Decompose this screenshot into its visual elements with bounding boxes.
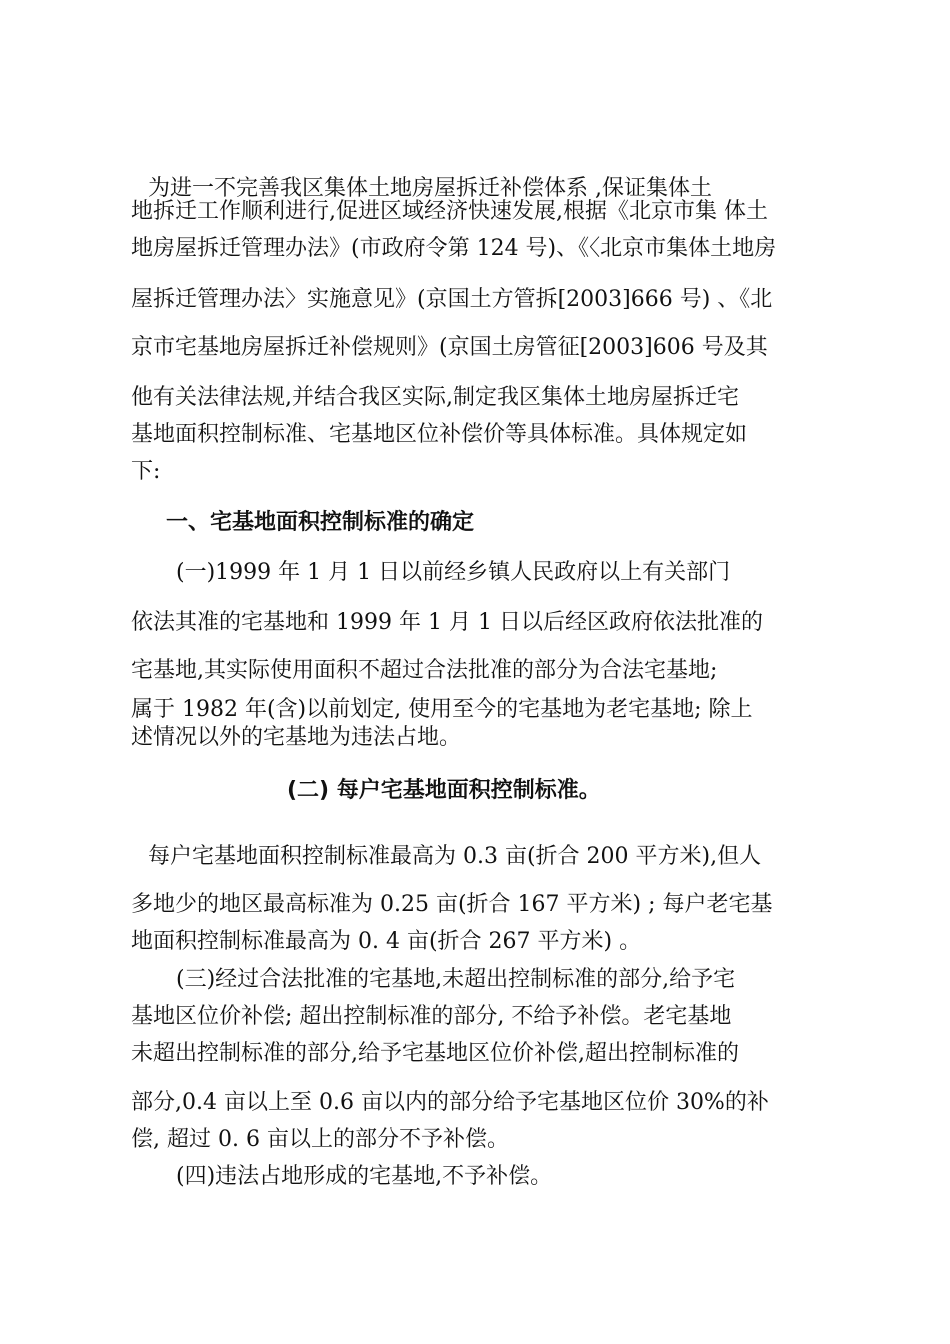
paragraph-1-line-7: 基地面积控制标准、宅基地区位补偿价等具体标准。具体规定如	[131, 422, 748, 447]
paragraph-4-line-3: 未超出控制标准的部分,给予宅基地区位价补偿,超出控制标准的	[131, 1041, 739, 1066]
paragraph-1-line-4: 屋拆迁管理办法〉实施意见》(京国土方管拆[2003]666 号) 、《北	[131, 287, 773, 312]
paragraph-1-line-2: 地拆迁工作顺利进行,促进区域经济快速发展,根据《北京市集 体土	[131, 199, 768, 224]
paragraph-5-line-1: (四)违法占地形成的宅基地,不予补偿。	[176, 1164, 553, 1189]
paragraph-3-line-2: 多地少的地区最高标准为 0.25 亩(折合 167 平方米) ; 每户老宅基	[131, 892, 773, 917]
section-heading-1: 一、宅基地面积控制标准的确定	[166, 510, 475, 535]
paragraph-1-line-6: 他有关法律法规,并结合我区实际,制定我区集体土地房屋拆迁宅	[131, 385, 739, 410]
paragraph-2-line-3: 宅基地,其实际使用面积不超过合法批准的部分为合法宅基地;	[131, 658, 718, 683]
paragraph-2-line-4: 属于 1982 年(含)以前划定, 使用至今的宅基地为老宅基地; 除上	[131, 697, 753, 722]
paragraph-2-line-5: 述情况以外的宅基地为违法占地。	[131, 725, 462, 750]
paragraph-4-line-2: 基地区位价补偿; 超出控制标准的部分, 不给予补偿。老宅基地	[131, 1004, 732, 1029]
paragraph-3-line-3: 地面积控制标准最高为 0. 4 亩(折合 267 平方米) 。	[131, 929, 642, 954]
paragraph-2-line-2: 依法其准的宅基地和 1999 年 1 月 1 日以后经区政府依法批准的	[131, 610, 763, 635]
paragraph-1-line-3: 地房屋拆迁管理办法》(市政府令第 124 号)、《〈北京市集体土地房	[131, 236, 777, 261]
section-heading-2: (二) 每户宅基地面积控制标准。	[287, 778, 601, 803]
paragraph-3-line-1: 每户宅基地面积控制标准最高为 0.3 亩(折合 200 平方米),但人	[148, 844, 762, 869]
paragraph-1-line-5: 京市宅基地房屋拆迁补偿规则》(京国土房管征[2003]606 号及其	[131, 335, 768, 360]
paragraph-2-line-1: (一)1999 年 1 月 1 日以前经乡镇人民政府以上有关部门	[176, 560, 731, 585]
paragraph-4-line-4: 部分,0.4 亩以上至 0.6 亩以内的部分给予宅基地区位价 30%的补	[131, 1090, 769, 1115]
paragraph-4-line-5: 偿, 超过 0. 6 亩以上的部分不予补偿。	[131, 1127, 509, 1152]
paragraph-1-line-8: 下:	[131, 459, 161, 484]
paragraph-4-line-1: (三)经过合法批准的宅基地,未超出控制标准的部分,给予宅	[176, 967, 736, 992]
paragraph-1-line-1: 为进一不完善我区集体土地房屋拆迁补偿体系 ,保证集体土	[148, 176, 712, 201]
